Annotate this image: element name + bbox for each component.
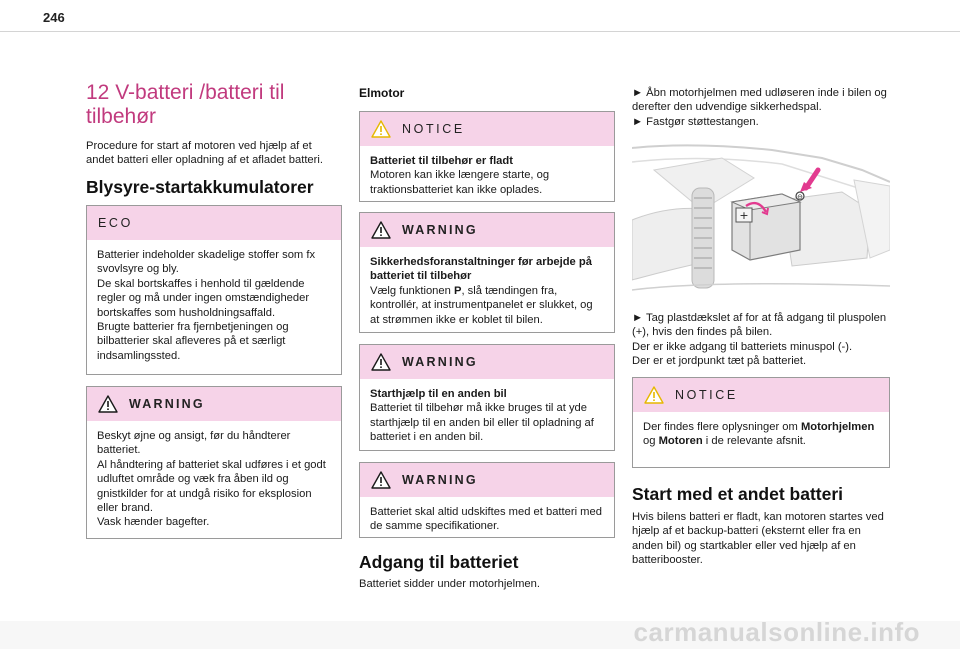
step-fix-prop: ► Fastgør støttestangen. xyxy=(632,115,759,128)
notice-box-header xyxy=(633,378,889,412)
section-heading-jumpstart: Start med et andet batteri xyxy=(632,484,844,504)
notice-text-c: og xyxy=(643,435,659,448)
top-rule xyxy=(0,31,960,32)
warning-text-p: P xyxy=(453,284,462,297)
warning-text: Batteriet til tilbehør må ikke bruges til at yde starthjælp til en anden bil eller til opladning af batteriet i en anden bil. xyxy=(370,402,594,444)
step-remove-cover: ► Tag plastdækslet af for at få adgang til pluspolen (+), hvis den findes på bilen. xyxy=(632,312,887,339)
notice-box-more-info xyxy=(632,377,890,468)
warning-box-header xyxy=(360,213,614,247)
warning-text: Batteriet skal altid udskiftes med et batteri med de samme specifikationer. xyxy=(370,506,602,533)
warning-box-handling xyxy=(86,386,342,539)
notice-box-flat-battery xyxy=(359,111,615,202)
warning-box-body xyxy=(360,497,614,540)
eco-box-body xyxy=(87,240,341,369)
warning-line-3: Vask hænder bagefter. xyxy=(97,516,210,529)
warning-triangle-icon xyxy=(371,471,391,489)
eco-box-header xyxy=(87,206,341,240)
warning-triangle-icon xyxy=(371,221,391,239)
eco-line-3: Brugte batterier fra fjernbetjeningen og bilbatterier skal afleveres på et særligt indsamlingssted. xyxy=(97,321,289,362)
section-heading-elmotor: Elmotor xyxy=(359,86,405,100)
warning-line-2: Al håndtering af batteriet skal udføres i et godt udluftet område og væk fra åben ild og gnistkilder for at undgå risiko for eksplosion eller brand. xyxy=(97,458,326,515)
warning-bold: Sikkerhedsforanstaltninger før arbejde på batteriet til tilbehør xyxy=(370,256,592,283)
notice-box-header xyxy=(360,112,614,146)
note-no-minus-pole: Der er ikke adgang til batteriets minuspol (-). xyxy=(632,340,853,353)
notice-box-body xyxy=(360,146,614,203)
notice-text-a: Der findes flere oplysninger om xyxy=(643,421,801,433)
warning-label: WARNING xyxy=(402,355,478,369)
warning-text-a: Vælg funktionen xyxy=(370,284,454,297)
warning-label: WARNING xyxy=(129,397,205,411)
warning-triangle-icon xyxy=(371,353,391,371)
notice-box-body xyxy=(633,412,889,455)
access-text: Batteriet sidder under motorhjelmen. xyxy=(359,578,540,590)
warning-line-1: Beskyt øjne og ansigt, før du håndterer batteriet. xyxy=(97,430,291,457)
step-open-hood: ► Åbn motorhjelmen med udløseren inde i bilen og derefter den udvendige sikkerhedspal. xyxy=(632,87,887,114)
notice-link-engine: Motoren xyxy=(658,435,703,448)
notice-bold: Batteriet til tilbehør er fladt xyxy=(370,155,513,167)
warning-triangle-icon xyxy=(98,395,118,413)
notice-label: NOTICE xyxy=(675,388,738,402)
engine-battery-photo xyxy=(632,140,890,298)
ground-point-label: ⊖ xyxy=(797,193,803,201)
intro-text: Procedure for start af motoren ved hjælp af et andet batteri eller opladning af et afladet batteri. xyxy=(86,140,323,167)
warning-box-header xyxy=(360,463,614,497)
warning-text-c: , slå tændingen fra, kontrollér, at instrumentpanelet er slukket, og at strømmen ikke er koblet til bilen. xyxy=(370,284,593,326)
notice-text-e: i de relevante afsnit. xyxy=(702,435,806,448)
page-title: 12 V-batteri /batteri til tilbehør xyxy=(86,81,285,128)
notice-triangle-icon xyxy=(371,120,391,138)
steps-block-1 xyxy=(632,86,890,129)
warning-box-body xyxy=(360,379,614,451)
warning-box-header xyxy=(87,387,341,421)
warning-box-precautions xyxy=(359,212,615,333)
eco-label: ECO xyxy=(98,216,133,230)
engine-battery-illustration xyxy=(632,140,890,298)
warning-box-replace xyxy=(359,462,615,538)
page-number: 246 xyxy=(43,10,65,25)
jumpstart-text: Hvis bilens batteri er fladt, kan motoren startes ved hjælp af et backup-batteri (eksternt eller fra en anden bil) og startkabler eller ved hjælp af en batteribooster. xyxy=(632,511,884,567)
notice-label: NOTICE xyxy=(402,122,465,136)
warning-label: WARNING xyxy=(402,473,478,487)
warning-box-header xyxy=(360,345,614,379)
warning-label: WARNING xyxy=(402,223,478,237)
section-heading-lead-acid: Blysyre-startakkumulatorer xyxy=(86,177,314,197)
eco-line-1: Batterier indeholder skadelige stoffer som fx svovlsyre og bly. xyxy=(97,249,316,276)
warning-box-body xyxy=(360,247,614,333)
notice-text: Motoren kan ikke længere starte, og traktionsbatteriet kan ikke oplades. xyxy=(370,169,550,196)
notice-triangle-icon xyxy=(644,386,664,404)
eco-box xyxy=(86,205,342,375)
plus-terminal-label: + xyxy=(739,209,749,222)
warning-box-jumpstart xyxy=(359,344,615,451)
steps-block-2 xyxy=(632,311,890,369)
warning-box-body xyxy=(87,421,341,536)
note-ground-point: Der er et jordpunkt tæt på batteriet. xyxy=(632,355,807,368)
watermark-text: carmanualsonline.info xyxy=(633,617,920,647)
eco-line-2: De skal bortskaffes i henhold til gældende regler og må under ingen omstændigheder bortskaffes som husholdningsaffald. xyxy=(97,277,310,319)
notice-link-hood: Motorhjelmen xyxy=(800,421,875,433)
section-heading-access: Adgang til batteriet xyxy=(359,552,519,572)
warning-bold: Starthjælp til en anden bil xyxy=(370,388,507,400)
